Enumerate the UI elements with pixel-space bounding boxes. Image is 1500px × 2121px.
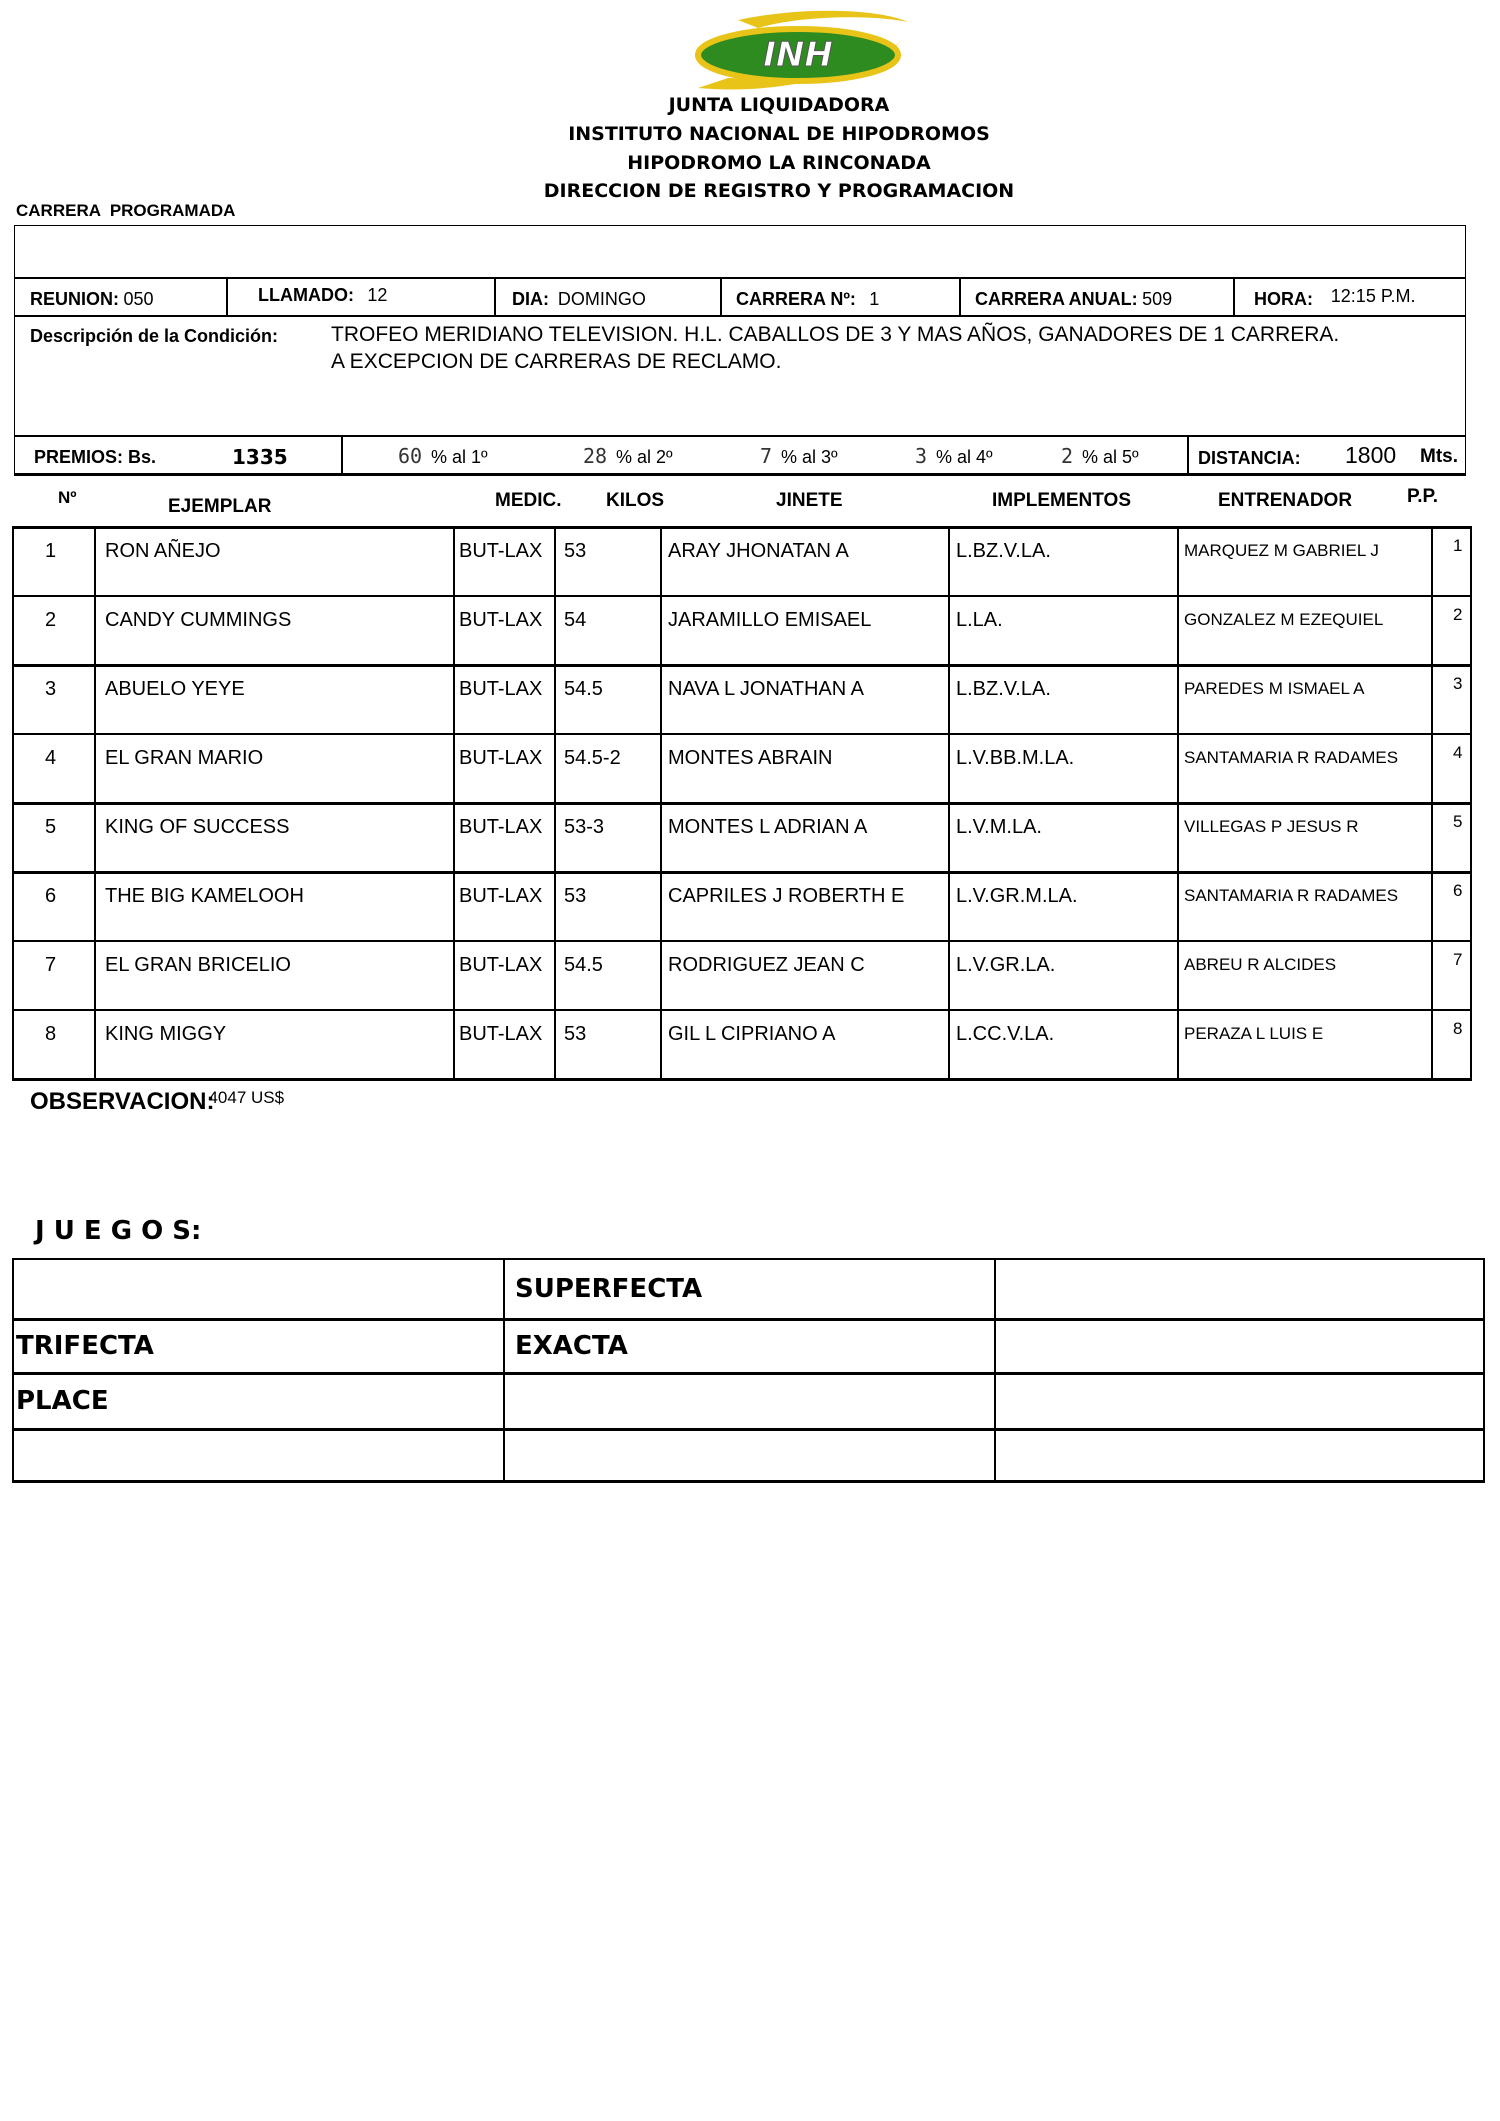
equipment: L.LA. (956, 609, 1003, 631)
divider (1233, 277, 1235, 315)
post-position: 7 (1453, 950, 1463, 969)
post-position: 3 (1453, 674, 1463, 693)
divider (720, 277, 722, 315)
column-divider (12, 1258, 14, 1482)
carrera-value: 1 (869, 289, 880, 309)
weight: 54 (564, 609, 587, 631)
split-pct: 7 (760, 444, 773, 468)
premios-value: 1335 (232, 445, 288, 469)
header-line-4: DIRECCION DE REGISTRO Y PROGRAMACION (543, 180, 1015, 202)
trainer: ABREU R ALCIDES (1184, 955, 1337, 974)
column-divider (1177, 526, 1179, 1080)
entry-number: 4 (45, 747, 57, 769)
carrera-label: CARRERA Nº: (736, 289, 856, 309)
row-divider (12, 664, 1472, 667)
split-2 (583, 444, 673, 468)
dia-field (512, 289, 646, 310)
premios-field (34, 447, 156, 468)
header-pp: P.P. (1407, 486, 1439, 507)
weight: 53 (564, 1023, 587, 1045)
hora-field (1254, 286, 1416, 310)
jockey: GIL L CIPRIANO A (668, 1023, 836, 1045)
split-pct: 3 (915, 444, 928, 468)
jockey: JARAMILLO EMISAEL (668, 609, 872, 631)
entry-number: 3 (45, 678, 57, 700)
juegos-title: J U E G O S: (35, 1216, 202, 1246)
split-3 (760, 444, 838, 468)
divider (959, 277, 961, 315)
equipment: L.CC.V.LA. (956, 1023, 1055, 1045)
premios-label: PREMIOS: Bs. (34, 447, 157, 467)
header-line-3: HIPODROMO LA RINCONADA (627, 152, 931, 174)
column-divider (453, 526, 455, 1080)
jockey: ARAY JHONATAN A (668, 540, 849, 562)
trainer: SANTAMARIA R RADAMES (1184, 886, 1399, 905)
distancia-field (1198, 448, 1301, 469)
trainer: MARQUEZ M GABRIEL J (1184, 541, 1379, 560)
split-pct: 60 (398, 444, 423, 468)
jockey: MONTES L ADRIAN A (668, 816, 868, 838)
column-divider (94, 526, 96, 1080)
split-label: % al 5º (1081, 447, 1139, 467)
weight: 53 (564, 540, 587, 562)
llamado-label: LLAMADO: (258, 285, 354, 305)
header-medic: MEDIC. (495, 490, 562, 511)
reunion-label: REUNION: (30, 289, 119, 309)
dia-label: DIA: (512, 289, 549, 309)
split-label: % al 3º (780, 447, 838, 467)
divider (226, 277, 228, 315)
game-superfecta: SUPERFECTA (515, 1274, 703, 1304)
game-exacta: EXACTA (515, 1331, 628, 1361)
horse-name: CANDY CUMMINGS (105, 609, 292, 631)
entry-number: 1 (45, 540, 57, 562)
medication: BUT-LAX (459, 885, 543, 907)
column-divider (12, 526, 14, 1080)
row-divider (12, 1428, 1485, 1431)
divider (14, 277, 1466, 279)
divider (14, 435, 1466, 437)
condicion-label: Descripción de la Condición: (30, 326, 279, 346)
header-line-2: INSTITUTO NACIONAL DE HIPODROMOS (568, 123, 990, 145)
horse-name: ABUELO YEYE (105, 678, 245, 700)
split-label: % al 2º (615, 447, 673, 467)
trainer: PAREDES M ISMAEL A (1184, 679, 1365, 698)
medication: BUT-LAX (459, 678, 543, 700)
trainer: GONZALEZ M EZEQUIEL (1184, 610, 1384, 629)
entry-number: 8 (45, 1023, 57, 1045)
weight: 53 (564, 885, 587, 907)
post-position: 4 (1453, 743, 1463, 762)
split-pct: 28 (583, 444, 608, 468)
carrera-anual-value: 509 (1142, 289, 1173, 309)
carrera-field (736, 289, 879, 310)
inh-logo (668, 0, 928, 95)
game-trifecta: TRIFECTA (16, 1331, 154, 1361)
medication: BUT-LAX (459, 816, 543, 838)
jockey: NAVA L JONATHAN A (668, 678, 864, 700)
header-implementos: IMPLEMENTOS (992, 490, 1131, 511)
post-position: 2 (1453, 605, 1463, 624)
row-divider (12, 1258, 1485, 1260)
medication: BUT-LAX (459, 609, 543, 631)
header-ejemplar: EJEMPLAR (168, 496, 272, 517)
weight: 54.5 (564, 678, 603, 700)
entry-number: 2 (45, 609, 57, 631)
section-title: CARRERA PROGRAMADA (16, 201, 236, 220)
reunion-value: 050 (123, 289, 154, 309)
split-label: % al 1º (430, 447, 488, 467)
weight: 54.5 (564, 954, 603, 976)
equipment: L.BZ.V.LA. (956, 540, 1051, 562)
post-position: 8 (1453, 1019, 1463, 1038)
column-divider (1483, 1258, 1485, 1482)
medication: BUT-LAX (459, 540, 543, 562)
horse-name: THE BIG KAMELOOH (105, 885, 304, 907)
row-divider (12, 733, 1472, 735)
header-entrenador: ENTRENADOR (1218, 490, 1353, 511)
divider (494, 277, 496, 315)
split-5 (1061, 444, 1139, 468)
svg-text:INH: INH (763, 35, 833, 75)
header-jinete: JINETE (776, 490, 843, 511)
jockey: RODRIGUEZ JEAN C (668, 954, 865, 976)
row-divider (12, 1318, 1485, 1321)
split-4 (915, 444, 993, 468)
equipment: L.V.GR.LA. (956, 954, 1056, 976)
hora-value: 12:15 P.M. (1330, 286, 1416, 306)
row-divider (12, 940, 1472, 942)
entry-number: 5 (45, 816, 57, 838)
column-divider (554, 526, 556, 1080)
distancia-unit: Mts. (1420, 446, 1458, 467)
carrera-anual-label: CARRERA ANUAL: (975, 289, 1138, 309)
split-label: % al 4º (935, 447, 993, 467)
post-position: 1 (1453, 536, 1463, 555)
trainer: PERAZA L LUIS E (1184, 1024, 1324, 1043)
row-divider (12, 595, 1472, 597)
divider (14, 473, 1466, 476)
medication: BUT-LAX (459, 747, 543, 769)
medication: BUT-LAX (459, 954, 543, 976)
jockey: CAPRILES J ROBERTH E (668, 885, 905, 907)
column-divider (660, 526, 662, 1080)
llamado-field (258, 285, 387, 306)
llamado-value: 12 (367, 285, 388, 305)
row-divider (12, 1372, 1485, 1375)
horse-name: RON AÑEJO (105, 540, 221, 562)
horse-name: KING MIGGY (105, 1023, 227, 1045)
column-divider (948, 526, 950, 1080)
divider (341, 435, 343, 475)
distancia-label: DISTANCIA: (1198, 448, 1301, 468)
equipment: L.V.M.LA. (956, 816, 1042, 838)
horse-name: EL GRAN BRICELIO (105, 954, 291, 976)
condicion-line-2: A EXCEPCION DE CARRERAS DE RECLAMO. (331, 350, 782, 373)
dia-value: DOMINGO (557, 289, 646, 309)
column-divider (1431, 526, 1433, 1080)
column-divider (994, 1258, 996, 1482)
observacion-value: 4047 US$ (208, 1088, 285, 1107)
distancia-value: 1800 (1345, 442, 1397, 468)
split-pct: 2 (1061, 444, 1074, 468)
equipment: L.BZ.V.LA. (956, 678, 1051, 700)
header-no: Nº (58, 488, 77, 507)
jockey: MONTES ABRAIN (668, 747, 833, 769)
horse-name: EL GRAN MARIO (105, 747, 264, 769)
trainer: VILLEGAS P JESUS R (1184, 817, 1359, 836)
carrera-anual-field (975, 289, 1172, 310)
header-line-1: JUNTA LIQUIDADORA (668, 94, 890, 116)
trainer: SANTAMARIA R RADAMES (1184, 748, 1399, 767)
column-divider (1470, 526, 1472, 1080)
divider (14, 315, 1466, 317)
column-divider (503, 1258, 505, 1482)
medication: BUT-LAX (459, 1023, 543, 1045)
divider (1187, 435, 1189, 475)
weight: 54.5-2 (564, 747, 621, 769)
header-kilos: KILOS (606, 490, 665, 511)
horse-name: KING OF SUCCESS (105, 816, 290, 838)
entry-number: 6 (45, 885, 57, 907)
row-divider (12, 802, 1472, 805)
row-divider (12, 1078, 1472, 1081)
post-position: 6 (1453, 881, 1463, 900)
reunion-field (30, 289, 154, 310)
weight: 53-3 (564, 816, 605, 838)
observacion-label: OBSERVACION: (30, 1088, 215, 1115)
split-1 (398, 444, 488, 468)
equipment: L.V.BB.M.LA. (956, 747, 1075, 769)
row-divider (12, 526, 1472, 529)
condicion-line-1: TROFEO MERIDIANO TELEVISION. H.L. CABALLOS DE 3 Y MAS AÑOS, GANADORES DE 1 CARRERA. (331, 323, 1340, 346)
entry-number: 7 (45, 954, 57, 976)
row-divider (12, 871, 1472, 874)
observacion (30, 1088, 284, 1116)
equipment: L.V.GR.M.LA. (956, 885, 1078, 907)
game-place: PLACE (16, 1386, 109, 1416)
hora-label: HORA: (1254, 289, 1313, 309)
row-divider (12, 1480, 1485, 1483)
post-position: 5 (1453, 812, 1463, 831)
row-divider (12, 1009, 1472, 1011)
